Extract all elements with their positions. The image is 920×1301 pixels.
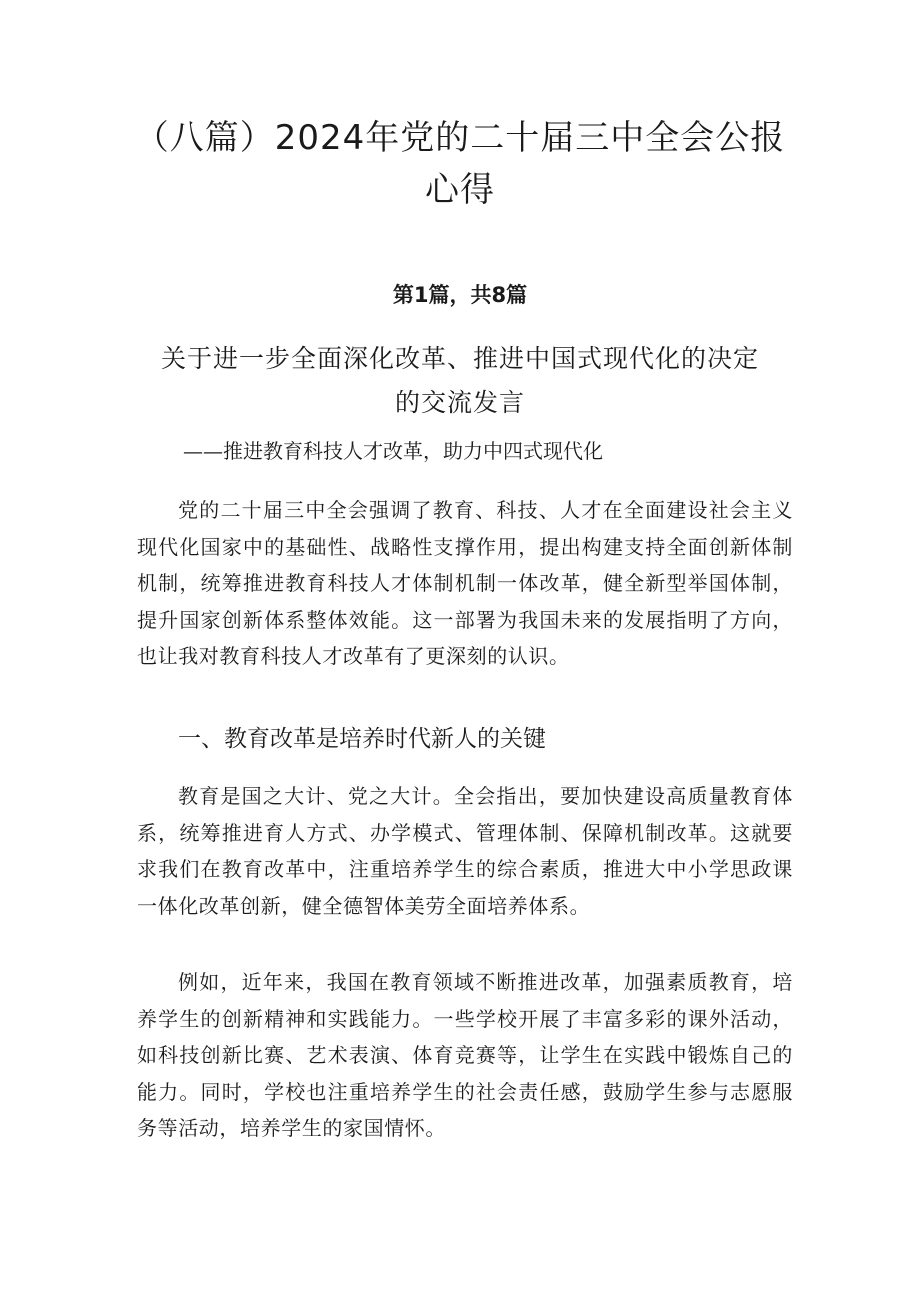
article-title: 关于进一步全面深化改革、推进中国式现代化的决定的交流发言 (160, 344, 759, 417)
section-heading: 一、教育改革是培养时代新人的关键 (178, 726, 546, 752)
paragraph-intro: 党的二十届三中全会强调了教育、科技、人才在全面建设社会主义现代化国家中的基础性、战略性支撑作用，提出构建支持全面创新体制机制，统筹推进教育科技人才体制机制一体改革，健全新型举国体制，提升国家创新体系整体效能。这一部署为我国未来的发展指明了方向，也让我对教育科技人才改革有了更深刻的认识。 (137, 498, 793, 668)
paragraph-education: 教育是国之大计、党之大计。全会指出，要加快建设高质量教育体系，统筹推进育人方式、办学模式、管理体制、保障机制改革。这就要求我们在教育改革中，注重培养学生的综合素质，推进大中小学思政课一体化改革创新，健全德智体美劳全面培养体系。 (137, 784, 793, 918)
document-title: （八篇）2024年党的二十届三中全会公报心得 (134, 118, 786, 210)
paragraph-example: 例如，近年来，我国在教育领域不断推进改革，加强素质教育，培养学生的创新精神和实践能力。一些学校开展了丰富多彩的课外活动，如科技创新比赛、艺术表演、体育竞赛等，让学生在实践中锻炼自己的能力。同时，学校也注重培养学生的社会责任感，鼓励学生参与志愿服务等活动，培养学生的家国情怀。 (137, 970, 793, 1140)
article-counter: 第1篇，共8篇 (392, 283, 528, 307)
article-subtitle: ——推进教育科技人才改革，助力中四式现代化 (183, 439, 603, 463)
